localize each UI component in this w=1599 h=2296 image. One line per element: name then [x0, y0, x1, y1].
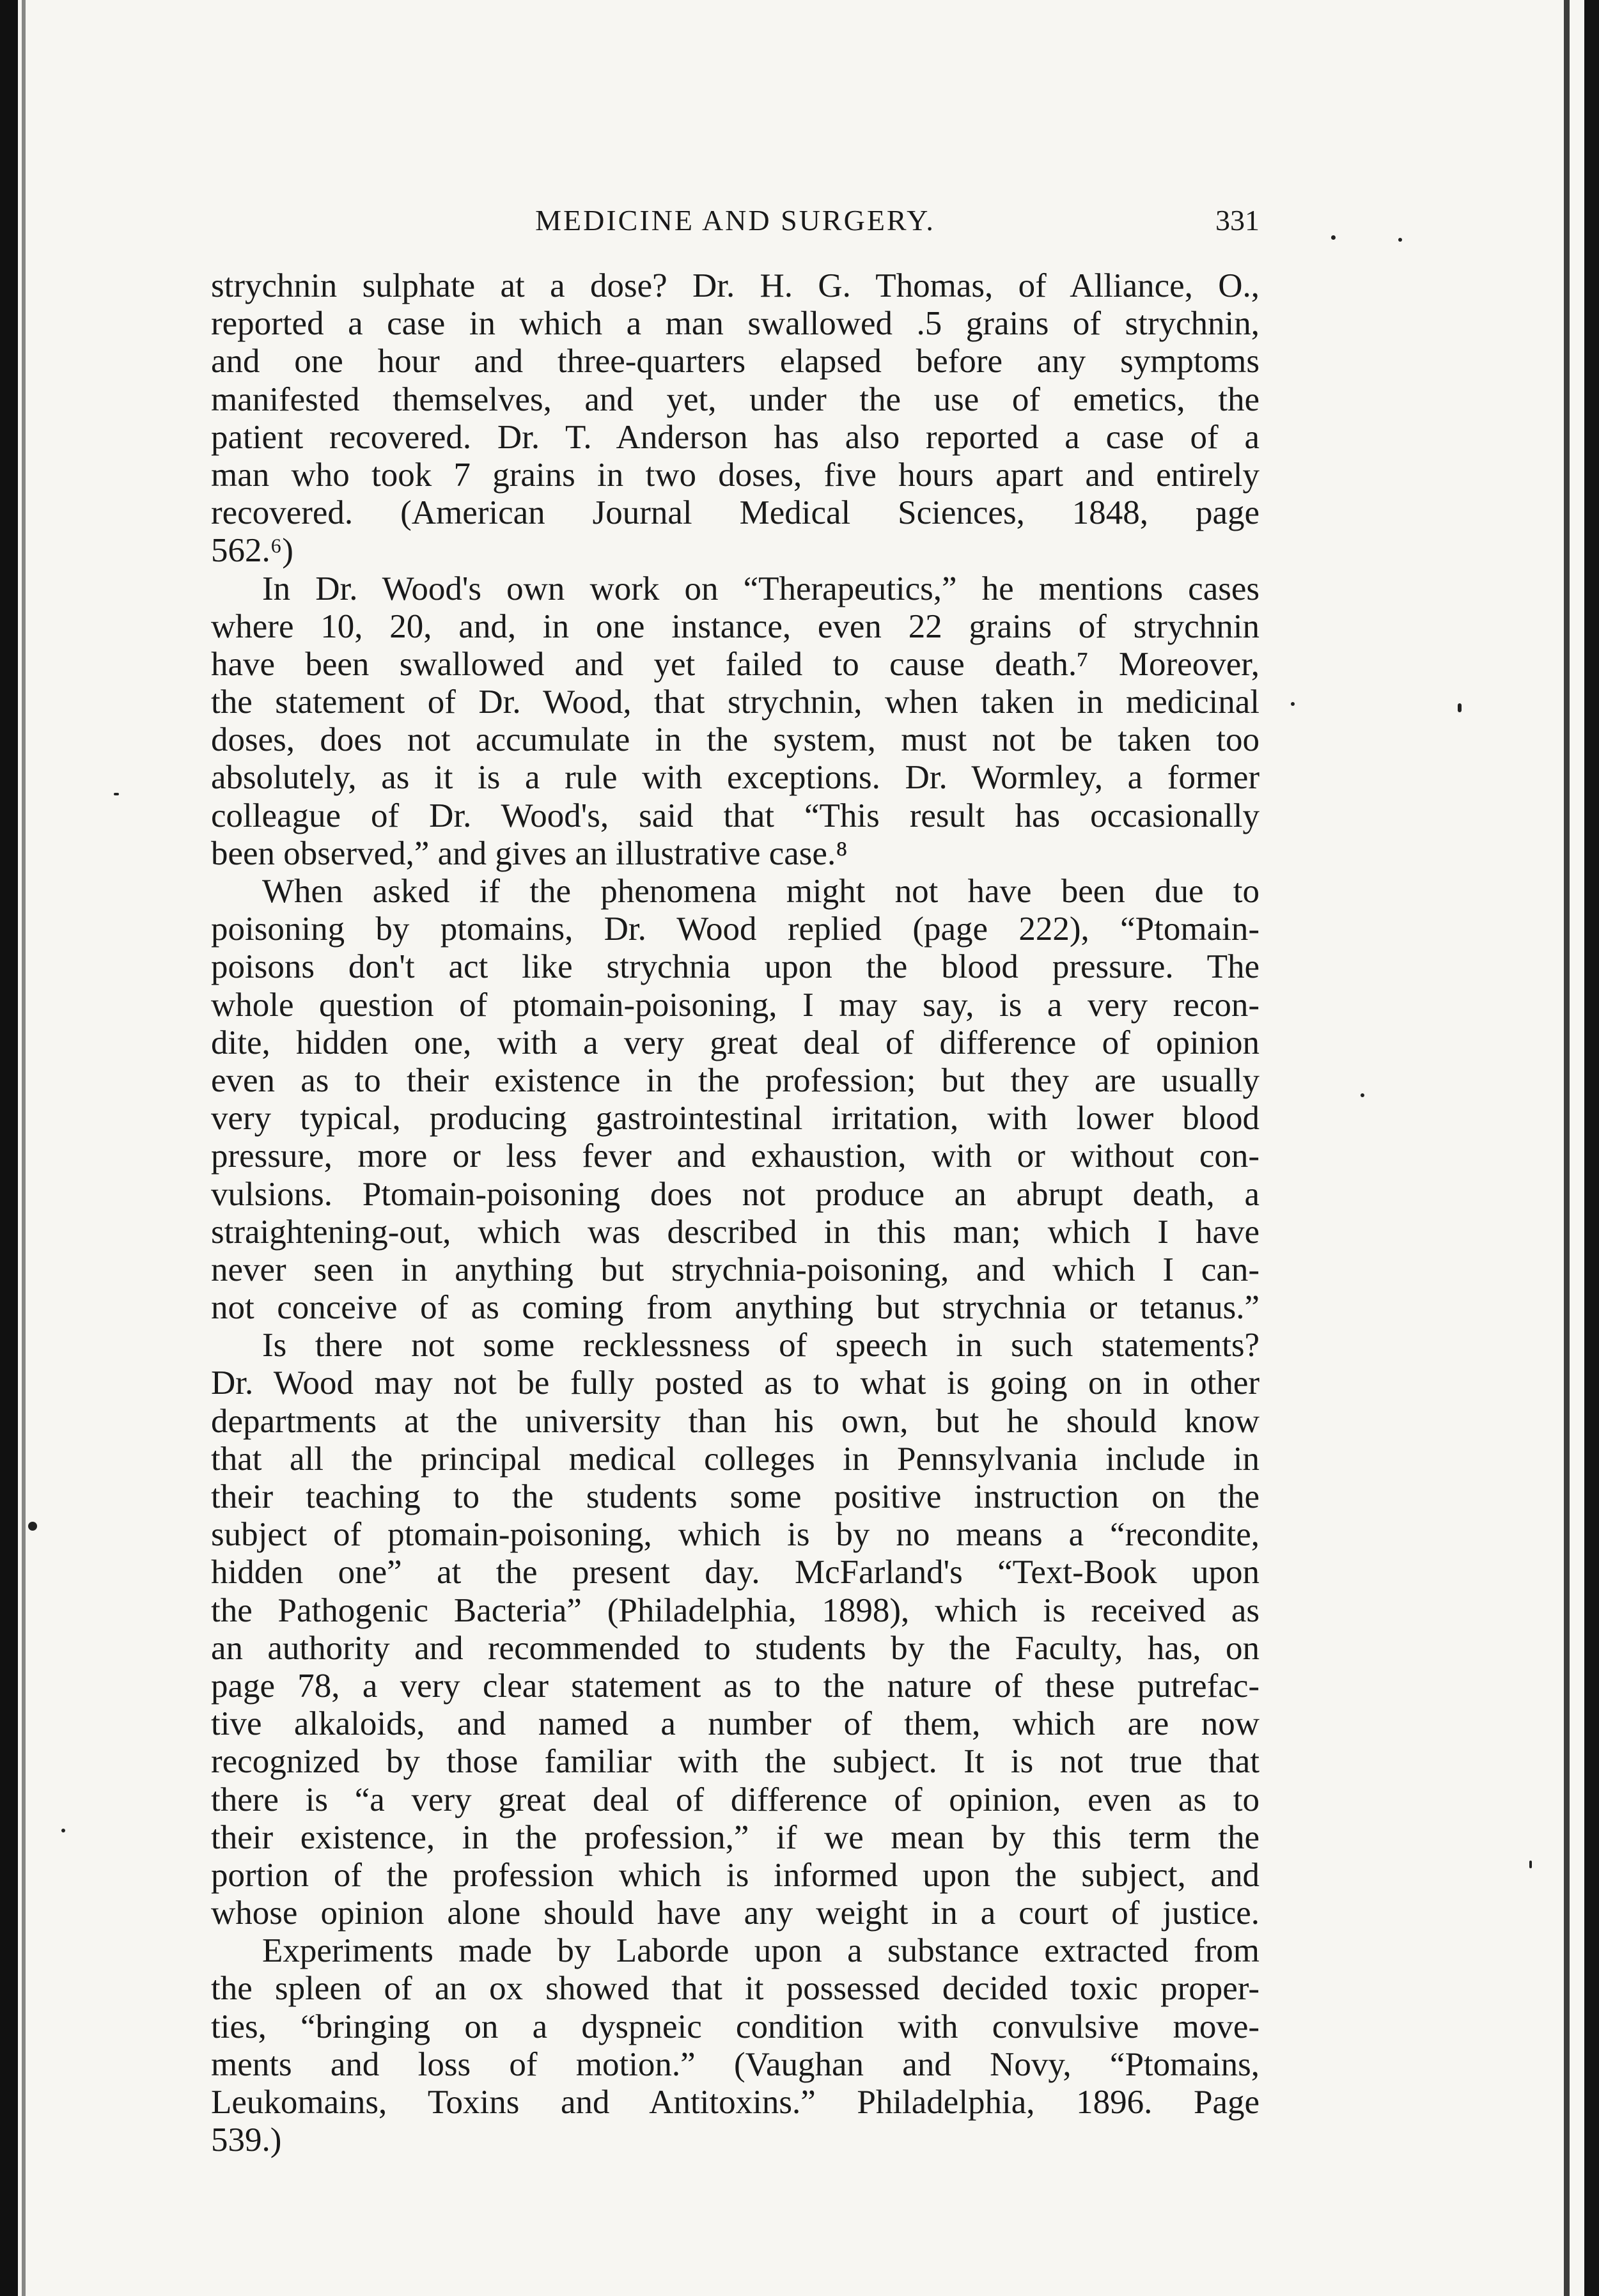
- scan-edge-left-shadow: [22, 0, 26, 2296]
- text-line: patient recovered. Dr. T. Anderson has also reported a case of a: [211, 418, 1260, 456]
- text-line: Is there not some recklessness of speech in such statements?: [262, 1327, 1260, 1364]
- text-line: an authority and recommended to students by the Faculty, has, on: [211, 1629, 1260, 1667]
- text-line: dite, hidden one, with a very great deal of difference of opinion: [211, 1024, 1260, 1061]
- text-line: very typical, producing gastrointestinal irritation, with lower blood: [211, 1100, 1260, 1137]
- text-line: been observed,” and gives an illustrative case.⁸: [211, 834, 848, 872]
- text-line: recovered. (American Journal Medical Sciences, 1848, page: [211, 494, 1260, 532]
- scan-speck: [1291, 702, 1295, 706]
- text-line: and one hour and three-quarters elapsed before any symptoms: [211, 343, 1260, 380]
- text-line: Leukomains, Toxins and Antitoxins.” Philadelphia, 1896. Page: [211, 2084, 1260, 2121]
- text-line: In Dr. Wood's own work on “Therapeutics,” he mentions cases: [262, 570, 1260, 607]
- text-line: have been swallowed and yet failed to cause death.⁷ Moreover,: [211, 645, 1260, 683]
- text-line: doses, does not accumulate in the system, must not be taken too: [211, 721, 1260, 759]
- text-line: their existence, in the profession,” if we mean by this term the: [211, 1818, 1260, 1856]
- text-line: Dr. Wood may not be fully posted as to what is going on in other: [211, 1364, 1260, 1402]
- text-line: page 78, a very clear statement as to the nature of these putrefac-: [211, 1667, 1260, 1705]
- text-line: whole question of ptomain-poisoning, I may say, is a very recon-: [211, 986, 1260, 1024]
- body-text: [211, 267, 1260, 2159]
- text-line: pressure, more or less fever and exhaustion, with or without con-: [211, 1137, 1260, 1175]
- scan-speck: [61, 1829, 65, 1832]
- text-line: where 10, 20, and, in one instance, even 22 grains of strychnin: [211, 607, 1260, 645]
- text-line: never seen in anything but strychnia-poisoning, and which I can-: [211, 1251, 1260, 1288]
- scan-speck: [28, 1522, 37, 1531]
- text-line: even as to their existence in the profession; but they are usually: [211, 1061, 1260, 1099]
- text-line: straightening-out, which was described in this man; which I have: [211, 1213, 1260, 1251]
- text-line: their teaching to the students some positive instruction on the: [211, 1478, 1260, 1515]
- scan-speck: [114, 793, 119, 795]
- text-line: strychnin sulphate at a dose? Dr. H. G. Thomas, of Alliance, O.,: [211, 267, 1260, 304]
- text-line: there is “a very great deal of difference of opinion, even as to: [211, 1781, 1260, 1818]
- text-line: ties, “bringing on a dyspneic condition with convulsive move-: [211, 2008, 1260, 2045]
- page-number: 331: [1215, 204, 1260, 237]
- scan-speck: [1361, 1093, 1364, 1097]
- text-line: whose opinion alone should have any weight in a court of justice.: [211, 1894, 1260, 1932]
- text-line: manifested themselves, and yet, under the use of emetics, the: [211, 380, 1260, 418]
- scan-speck: [1331, 235, 1336, 240]
- text-line: recognized by those familiar with the subject. It is not true that: [211, 1743, 1260, 1781]
- text-line: hidden one” at the present day. McFarland's “Text-Book upon: [211, 1554, 1260, 1591]
- text-line: 539.): [211, 2121, 282, 2159]
- text-line: the spleen of an ox showed that it possessed decided toxic proper-: [211, 1970, 1260, 2008]
- text-line: reported a case in which a man swallowed .5 grains of strychnin,: [211, 305, 1260, 343]
- text-line: colleague of Dr. Wood's, said that “This result has occasionally: [211, 797, 1260, 834]
- text-line: poisoning by ptomains, Dr. Wood replied (page 222), “Ptomain-: [211, 910, 1260, 948]
- text-line: tive alkaloids, and named a number of them, which are now: [211, 1705, 1260, 1743]
- page-header: [211, 203, 1260, 248]
- scan-speck: [1529, 1861, 1532, 1868]
- text-line: that all the principal medical colleges in Pennsylvania include in: [211, 1440, 1260, 1478]
- scan-edge-left: [0, 0, 18, 2296]
- text-line: When asked if the phenomena might not have been due to: [262, 873, 1260, 910]
- text-line: departments at the university than his own, but he should know: [211, 1402, 1260, 1440]
- text-line: man who took 7 grains in two doses, five hours apart and entirely: [211, 456, 1260, 494]
- scan-edge-right: [1584, 0, 1599, 2296]
- text-line: ments and loss of motion.” (Vaughan and Novy, “Ptomains,: [211, 2045, 1260, 2083]
- text-line: 562.⁶): [211, 532, 293, 570]
- text-line: vulsions. Ptomain-poisoning does not produce an abrupt death, a: [211, 1175, 1260, 1213]
- text-line: Experiments made by Laborde upon a substance extracted from: [262, 1932, 1260, 1970]
- text-line: portion of the profession which is informed upon the subject, and: [211, 1856, 1260, 1894]
- text-line: not conceive of as coming from anything but strychnia or tetanus.”: [211, 1289, 1260, 1327]
- scan-speck: [1458, 703, 1462, 712]
- running-head: MEDICINE AND SURGERY.: [535, 204, 935, 237]
- scan-edge-right-shadow: [1564, 0, 1570, 2296]
- text-line: subject of ptomain-poisoning, which is by no means a “recondite,: [211, 1516, 1260, 1554]
- text-line: absolutely, as it is a rule with exceptions. Dr. Wormley, a former: [211, 759, 1260, 797]
- text-line: the statement of Dr. Wood, that strychnin, when taken in medicinal: [211, 683, 1260, 721]
- scan-speck: [1398, 238, 1402, 242]
- text-line: the Pathogenic Bacteria” (Philadelphia, 1898), which is received as: [211, 1591, 1260, 1629]
- text-line: poisons don't act like strychnia upon the blood pressure. The: [211, 948, 1260, 986]
